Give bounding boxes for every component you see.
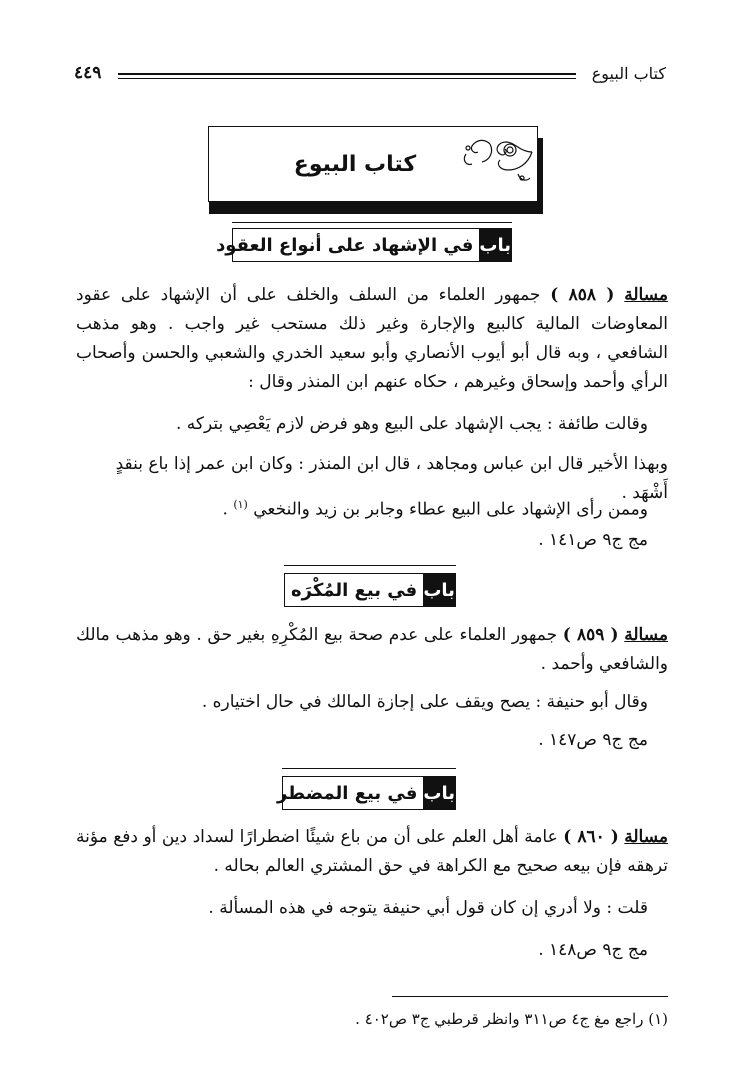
chapter-name: في بيع المضطر xyxy=(276,782,418,804)
page-number: ٤٤٩ xyxy=(74,63,102,83)
issue-label: مسالة xyxy=(624,285,668,305)
issue-number: ( ٨٥٩ ) xyxy=(562,625,619,645)
issue-paragraph xyxy=(76,823,668,881)
issue-line: وبهذا الأخير قال ابن عباس ومجاهد ، قال ابن المنذر : وكان ابن عمر إذا باع بنقدٍ أَشْهَد . xyxy=(115,454,668,503)
line-end: . xyxy=(222,499,234,520)
issue-line: وقال أبو حنيفة : يصح ويقف على إجازة المالك في حال اختياره . xyxy=(201,692,648,712)
header-rule-thin xyxy=(118,78,576,79)
chapter-heading xyxy=(284,573,456,607)
chapter-key: باب xyxy=(423,777,455,809)
issue-number: ( ٨٥٨ ) xyxy=(550,285,615,305)
issue-line xyxy=(76,490,648,525)
chapter-rule xyxy=(232,222,512,223)
issue-text: عامة أهل العلم على أن من باع شيئًا اضطرارًا لسداد دين أو دفع مؤنة ترهقه فإن بيعه صحيح مع الكراهة في حق المشتري العالم بحاله . xyxy=(76,827,668,876)
issue-number: ( ٨٦٠ ) xyxy=(563,827,619,847)
footnote-rule xyxy=(392,996,668,997)
footnote-marker: (١) xyxy=(233,498,248,511)
issue-reference: مج ج٩ ص١٤١ . xyxy=(538,530,648,550)
issue-text: جمهور العلماء من السلف والخلف على أن الإشهاد على عقود المعاوضات المالية كالبيع والإجارة وغير ذلك مستحب غير واجب . وهو مذهب الشافعي ، وبه قال أبو أيوب الأنصاري وأبو سعيد الخدري والشعبي والحسن وأصحاب الرأي وأحمد وإسحاق وغيرهم ، حكاه عنهم ابن المنذر وقال : xyxy=(76,285,668,392)
chapter-name: في بيع المُكْرَه xyxy=(291,579,418,601)
chapter-name: في الإشهاد على أنواع العقود xyxy=(216,234,474,256)
book-title: كتاب البيوع xyxy=(293,152,417,177)
issue-reference: مج ج٩ ص١٤٨ . xyxy=(538,940,648,960)
running-header-title: كتاب البيوع xyxy=(591,64,666,83)
issue-label: مسالة xyxy=(624,625,668,645)
footnote: (١) راجع مغ ج٤ ص٣١١ وانظر قرطبي ج٣ ص٤٠٢ . xyxy=(355,1010,668,1028)
chapter-key: باب xyxy=(423,574,455,606)
issue-line-text: وممن رأى الإشهاد على البيع عطاء وجابر بن زيد والنخعي xyxy=(253,499,648,520)
issue-paragraph xyxy=(76,281,668,397)
issue-text: جمهور العلماء على عدم صحة بيع المُكْرِهِ بغير حق . وهو مذهب مالك والشافعي وأحمد . xyxy=(76,625,668,674)
chapter-heading xyxy=(216,228,512,262)
issue-line: قلت : ولا أدري إن كان قول أبي حنيفة يتوجه في هذه المسألة . xyxy=(208,898,648,918)
chapter-key: باب xyxy=(479,229,511,261)
issue-paragraph xyxy=(76,621,668,679)
issue-label: مسالة xyxy=(624,827,669,847)
chapter-rule xyxy=(282,768,456,769)
issue-line: وقالت طائفة : يجب الإشهاد على البيع وهو فرض لازم يَعْصِي بتركه . xyxy=(175,414,648,434)
chapter-heading xyxy=(276,776,456,810)
header-rule xyxy=(118,73,576,75)
chapter-rule xyxy=(284,565,456,566)
issue-reference: مج ج٩ ص١٤٧ . xyxy=(538,730,648,750)
